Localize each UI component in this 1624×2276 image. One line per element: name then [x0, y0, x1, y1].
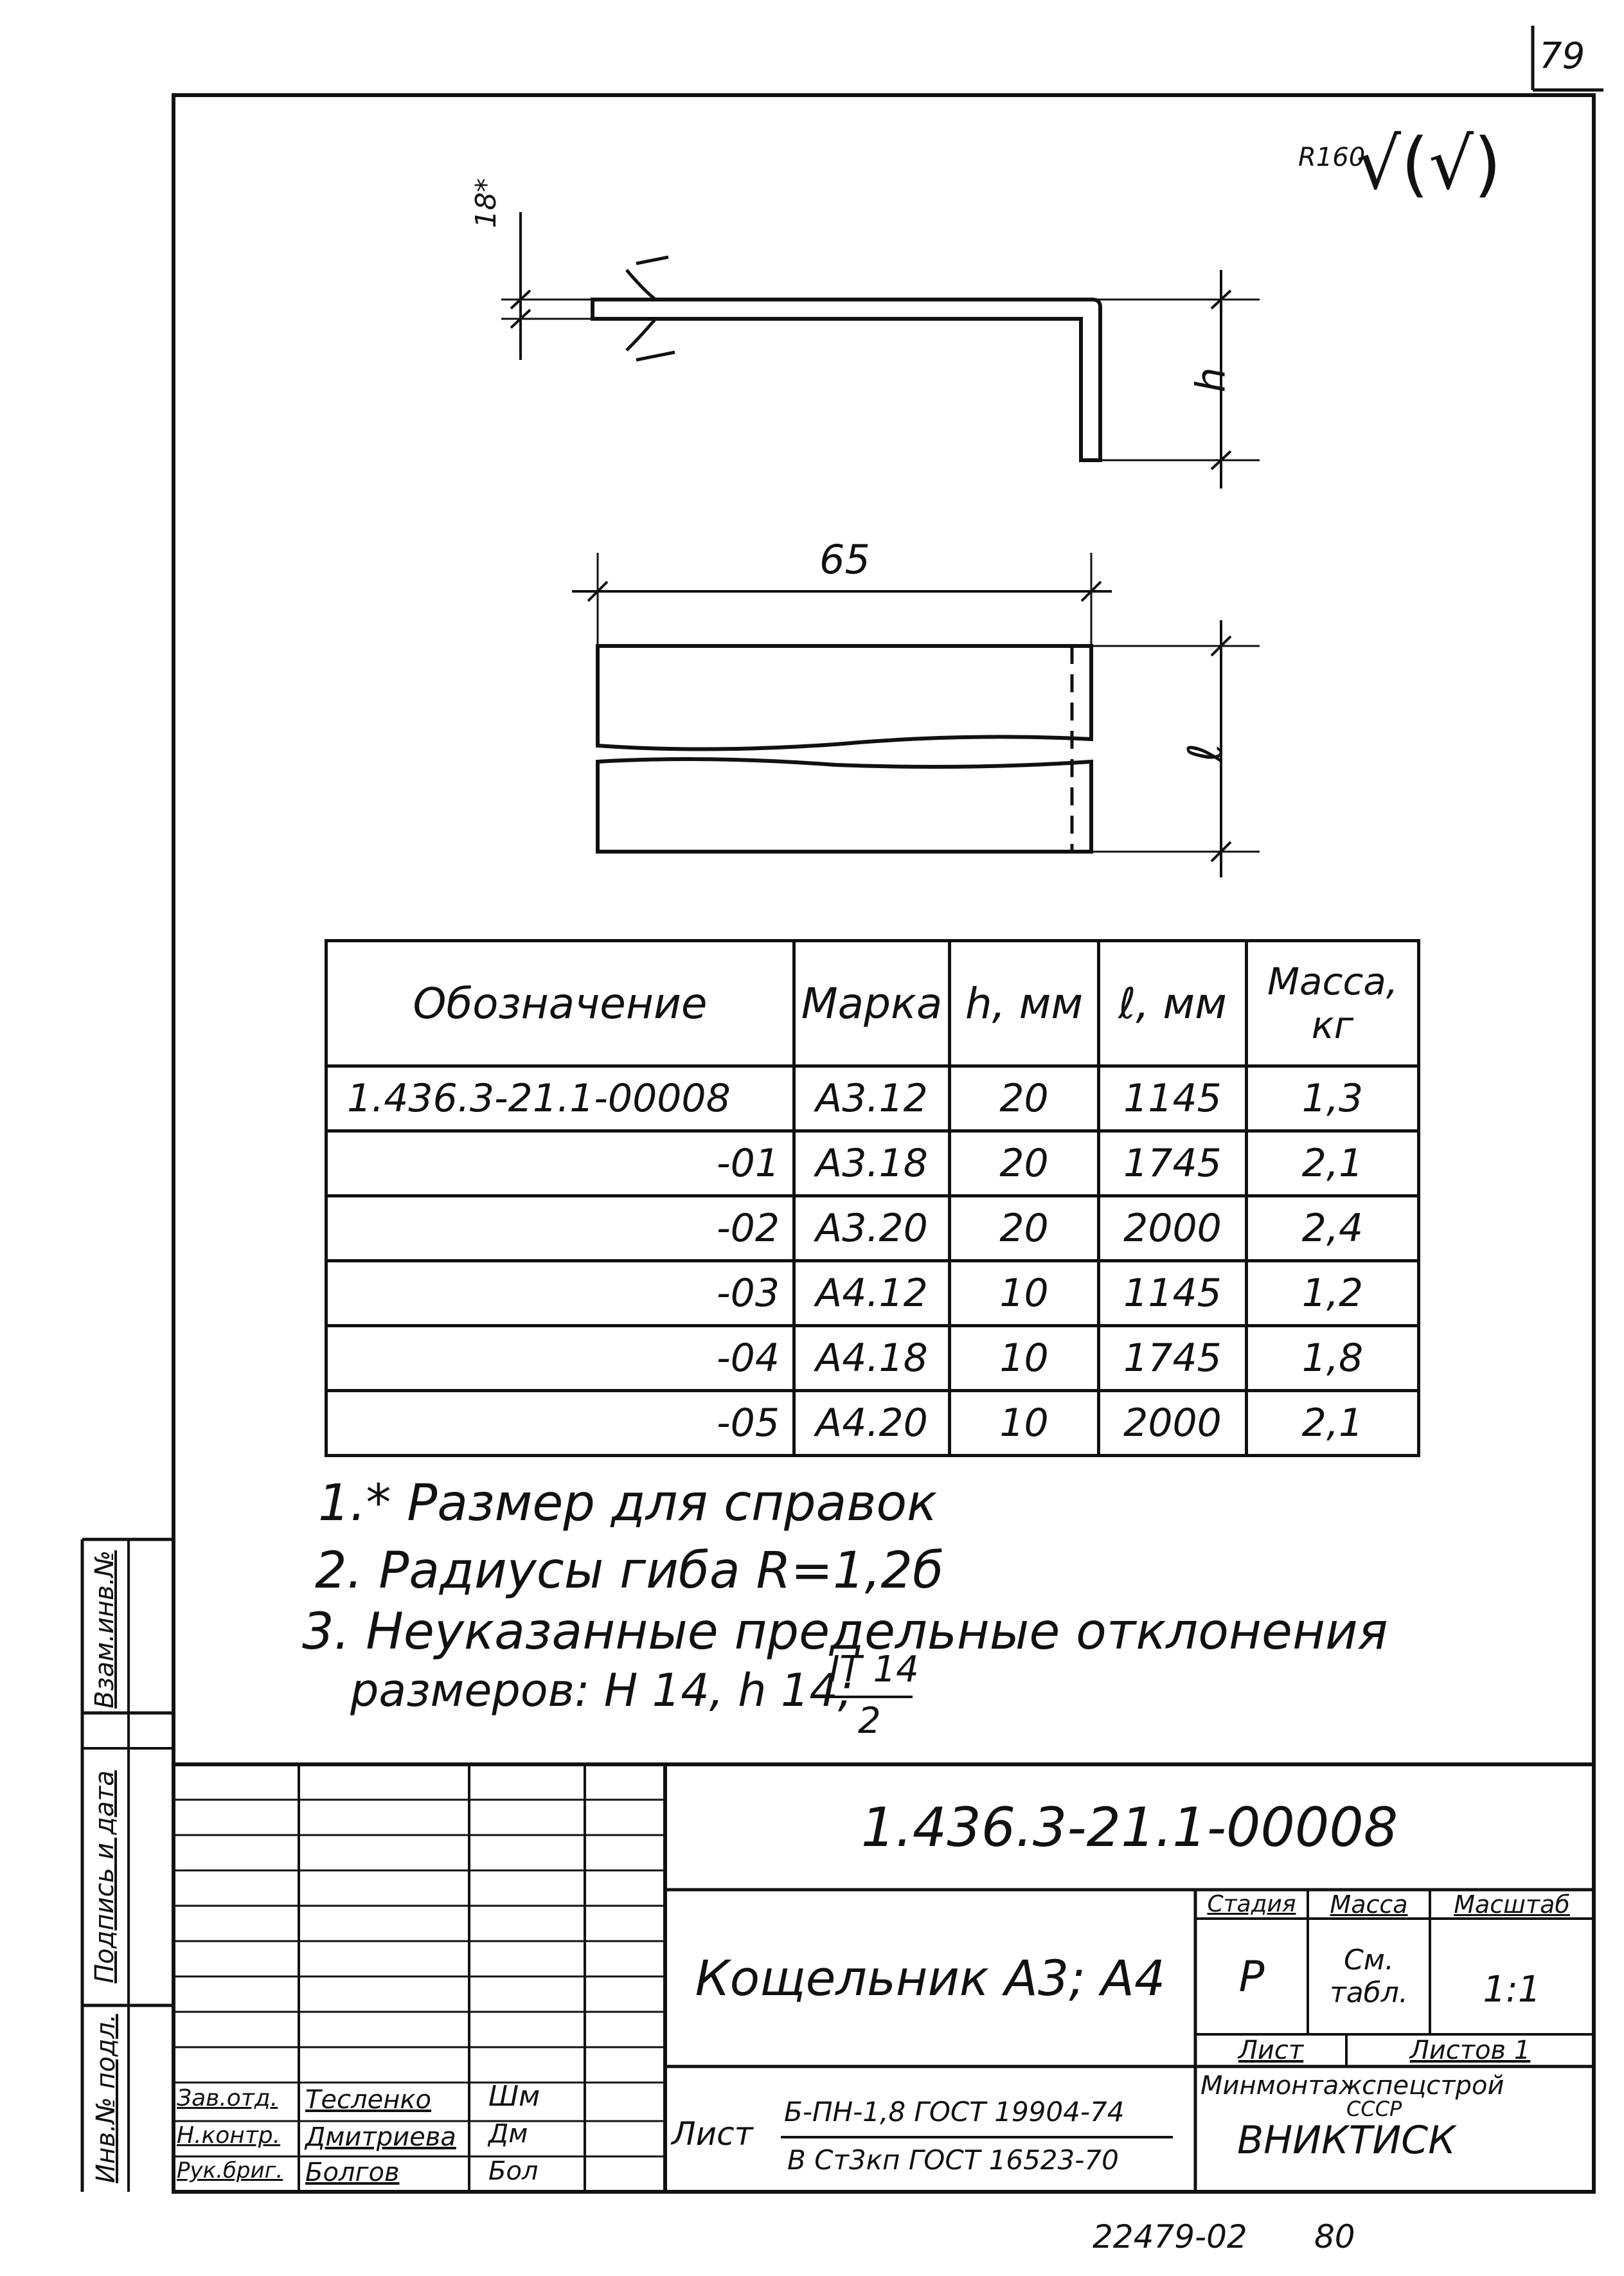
- note-3: 3. Неуказанные предельные отклонения: [302, 1603, 1388, 1661]
- table-header-row: [326, 941, 1419, 1066]
- role-ruk-brig: Рук.бриг.: [177, 2158, 283, 2183]
- plan-bottom-piece: [598, 759, 1091, 852]
- material-top: Б-ПН-1,8 ГОСТ 19904-74: [784, 2096, 1125, 2128]
- note-1: 1.* Размер для справок: [318, 1474, 938, 1532]
- table-row: [326, 1261, 1419, 1326]
- table-row: [326, 1326, 1419, 1391]
- note-3-fraction-denominator: 2: [858, 1700, 881, 1742]
- row-mass: 2,4: [1247, 1196, 1419, 1261]
- row-designation: -04: [326, 1326, 794, 1391]
- header-h: h, мм: [950, 941, 1099, 1066]
- row-designation: -03: [326, 1261, 794, 1326]
- row-h: 10: [950, 1261, 1099, 1326]
- mass-value: См. табл.: [1330, 1944, 1408, 2009]
- role-zav-otd: Зав.отд.: [177, 2085, 278, 2111]
- role-n-kontr: Н.контр.: [177, 2122, 281, 2149]
- scale-value: 1:1: [1483, 1968, 1541, 2011]
- note-3-tolerances: размеров: H 14, h 14;: [350, 1664, 853, 1717]
- bent-strip-outline: [593, 300, 1100, 460]
- plan-top-piece: [598, 646, 1091, 749]
- row-mark: А3.20: [794, 1196, 950, 1261]
- row-designation: -01: [326, 1131, 794, 1196]
- side-label-vzam-inv: Взам.инв.№: [90, 1550, 120, 1709]
- stage-header: Стадия: [1207, 1891, 1296, 1917]
- row-mass: 1,8: [1247, 1326, 1419, 1391]
- row-designation: -02: [326, 1196, 794, 1261]
- height-dimension-label: h: [1187, 367, 1235, 393]
- row-l: 1145: [1099, 1066, 1247, 1131]
- footer-page: 80: [1314, 2218, 1355, 2255]
- row-h: 20: [950, 1196, 1099, 1261]
- material-prefix: Лист: [672, 2115, 753, 2153]
- signature-ruk-brig: Бол: [488, 2156, 539, 2186]
- row-mark: А4.20: [794, 1391, 950, 1456]
- row-mass: 1,2: [1247, 1261, 1419, 1326]
- roughness-label: R160: [1298, 143, 1366, 172]
- row-mass: 1,3: [1247, 1066, 1419, 1131]
- signature-zav-otd: Шм: [488, 2080, 540, 2113]
- stage-value: Р: [1238, 1951, 1265, 2002]
- row-mark: А4.18: [794, 1326, 950, 1391]
- note-2: 2. Радиусы гиба R=1,2б: [315, 1542, 944, 1600]
- row-h: 10: [950, 1391, 1099, 1456]
- page-number: 79: [1539, 35, 1585, 77]
- material-bottom: В Ст3кп ГОСТ 16523-70: [787, 2144, 1119, 2176]
- row-mass: 2,1: [1247, 1391, 1419, 1456]
- sheets-label: Листов 1: [1409, 2036, 1531, 2065]
- row-mark: А3.12: [794, 1066, 950, 1131]
- length-dimension-label: ℓ: [1177, 743, 1232, 762]
- org-line-2: СССР: [1346, 2097, 1402, 2121]
- org-line-1: Минмонтажспецстрой: [1200, 2071, 1504, 2101]
- scale-header: Масштаб: [1454, 1890, 1570, 1919]
- title-doc-code: 1.436.3-21.1-00008: [861, 1795, 1398, 1859]
- header-mass: Масса, кг: [1247, 941, 1419, 1066]
- header-l: ℓ, мм: [1099, 941, 1247, 1066]
- name-zav-otd: Тесленко: [305, 2085, 431, 2115]
- specification-table: [325, 939, 1420, 1457]
- thickness-dimension-label: 18*: [470, 178, 503, 228]
- table-row: [326, 1391, 1419, 1456]
- row-l: 1745: [1099, 1326, 1247, 1391]
- width-dimension-label: 65: [819, 536, 870, 583]
- table-row: [326, 1066, 1419, 1131]
- name-ruk-brig: Болгов: [305, 2158, 400, 2187]
- row-l: 2000: [1099, 1196, 1247, 1261]
- row-designation: 1.436.3-21.1-00008: [326, 1066, 794, 1131]
- row-mark: А4.12: [794, 1261, 950, 1326]
- row-mark: А3.18: [794, 1131, 950, 1196]
- row-h: 20: [950, 1066, 1099, 1131]
- header-designation: Обозначение: [326, 941, 794, 1066]
- row-l: 1745: [1099, 1131, 1247, 1196]
- row-h: 20: [950, 1131, 1099, 1196]
- title-part-name: Кощельник А3; А4: [695, 1949, 1166, 2007]
- row-mass: 2,1: [1247, 1131, 1419, 1196]
- roughness-symbol: √(√): [1356, 123, 1502, 205]
- row-l: 1145: [1099, 1261, 1247, 1326]
- signature-n-kontr: Дм: [488, 2119, 528, 2149]
- note-3-fraction-numerator: IT 14: [829, 1649, 919, 1690]
- row-l: 2000: [1099, 1391, 1247, 1456]
- org-line-3: ВНИКТИСК: [1237, 2118, 1456, 2163]
- footer-code: 22479-02: [1093, 2218, 1247, 2255]
- sheet-label: Лист: [1238, 2036, 1304, 2065]
- side-label-inv-podl: Инв.№ подл.: [91, 2014, 121, 2183]
- header-mark: Марка: [794, 941, 950, 1066]
- table-row: [326, 1196, 1419, 1261]
- row-h: 10: [950, 1326, 1099, 1391]
- side-label-podpis-data: Подпись и дата: [90, 1770, 120, 1984]
- name-n-kontr: Дмитриева: [305, 2122, 456, 2152]
- table-row: [326, 1131, 1419, 1196]
- mass-header: Масса: [1330, 1890, 1408, 1919]
- row-designation: -05: [326, 1391, 794, 1456]
